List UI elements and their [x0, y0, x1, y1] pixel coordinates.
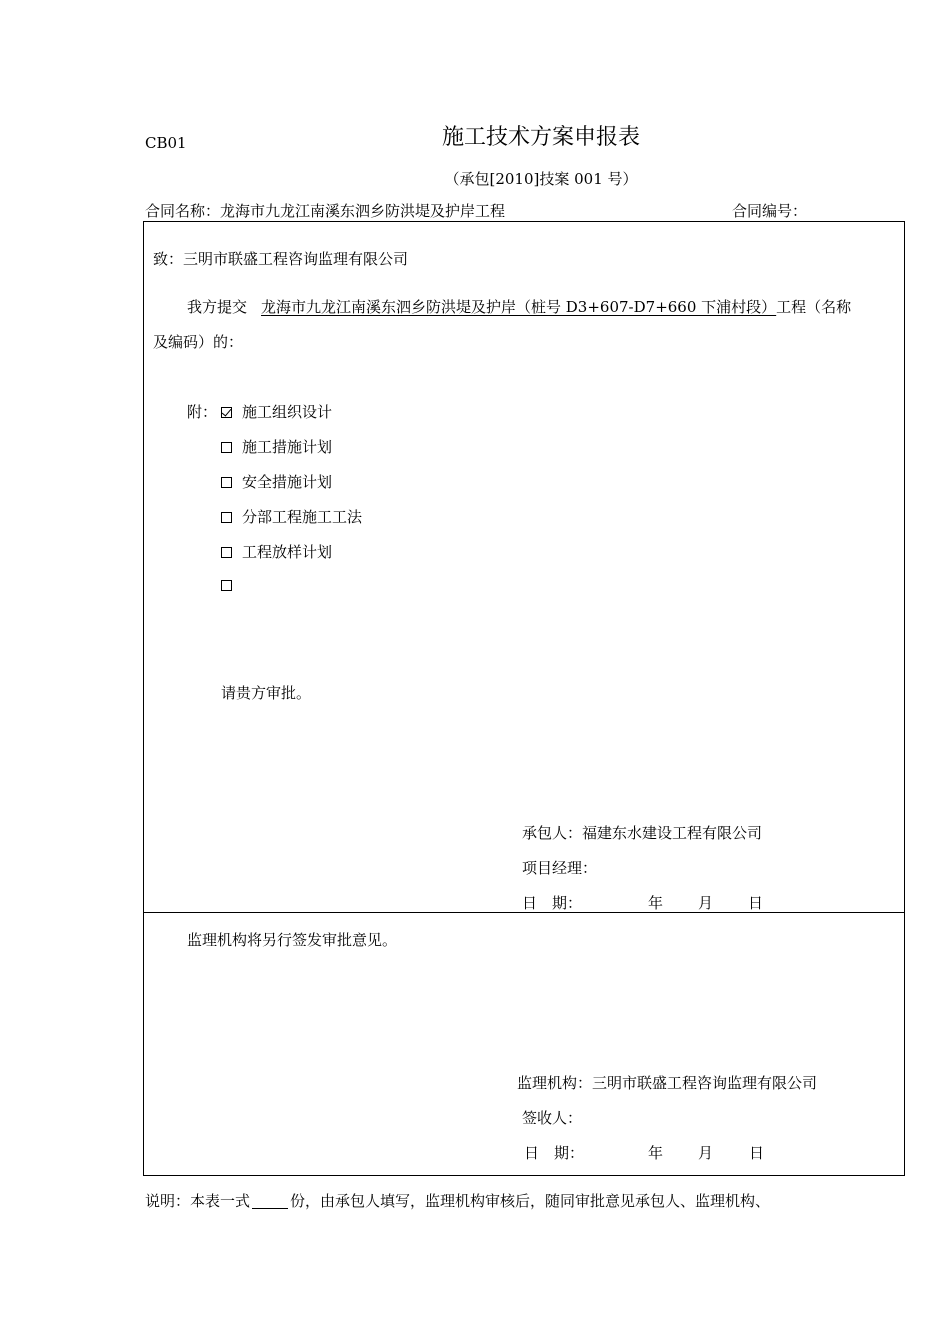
addressee: 致：三明市联盛工程咨询监理有限公司 — [153, 250, 409, 268]
checkbox-icon[interactable] — [221, 547, 232, 558]
attachment-item[interactable] — [221, 541, 332, 562]
attachment-label: 施工措施计划 — [242, 438, 333, 456]
checkbox-icon[interactable] — [221, 477, 232, 488]
form-code: CB01 — [145, 134, 187, 152]
attachment-item[interactable] — [221, 471, 332, 492]
attachment-item[interactable] — [221, 436, 332, 457]
footer-note — [145, 1190, 770, 1211]
date-month: 月 — [698, 1144, 714, 1162]
date-year: 年 — [648, 1144, 664, 1162]
date-day: 日 — [748, 894, 764, 912]
attachment-item[interactable] — [221, 506, 362, 527]
footer-note-prefix: 说明：本表一式 — [145, 1192, 251, 1210]
form-number: （承包[2010]技案 001 号） — [444, 170, 638, 188]
supervisor-org: 监理机构：三明市联盛工程咨询监理有限公司 — [517, 1074, 818, 1092]
contract-name: 合同名称：龙海市九龙江南溪东泗乡防洪堤及护岸工程 — [145, 202, 506, 220]
attachment-item[interactable] — [221, 401, 332, 422]
request-text: 请贵方审批。 — [221, 684, 312, 702]
page-title: 施工技术方案申报表 — [441, 125, 640, 150]
contract-number-label: 合同编号： — [732, 202, 808, 220]
date-year: 年 — [648, 894, 664, 912]
submit-line — [187, 296, 851, 317]
date-label: 日 期： — [524, 1144, 585, 1162]
checkbox-icon[interactable] — [221, 580, 232, 591]
date-day: 日 — [749, 1144, 765, 1162]
project-manager-label: 项目经理： — [522, 859, 598, 877]
attachment-item[interactable] — [221, 576, 242, 594]
copies-blank — [252, 1194, 288, 1209]
attachment-label: 安全措施计划 — [242, 473, 333, 491]
attachment-label: 分部工程施工工法 — [242, 508, 363, 526]
submit-prefix: 我方提交 — [187, 298, 248, 316]
attachment-label: 施工组织设计 — [242, 403, 333, 421]
checkbox-icon[interactable] — [221, 512, 232, 523]
submit-suffix: 工程（名称 — [776, 298, 852, 316]
attachment-label: 工程放样计划 — [242, 543, 333, 561]
supervisor-note: 监理机构将另行签发审批意见。 — [187, 931, 398, 949]
footer-note-suffix: 份，由承包人填写，监理机构审核后，随同审批意见承包人、监理机构、 — [290, 1192, 771, 1210]
submit-project: 龙海市九龙江南溪东泗乡防洪堤及护岸（桩号 D3+607-D7+660 下浦村段） — [261, 298, 777, 316]
contractor: 承包人：福建东水建设工程有限公司 — [522, 824, 763, 842]
submit-line-2: 及编码）的： — [153, 333, 244, 351]
receiver-label: 签收人： — [522, 1109, 583, 1127]
date-month: 月 — [698, 894, 714, 912]
checkbox-icon[interactable] — [221, 442, 232, 453]
attach-label: 附： — [187, 403, 218, 421]
date-label: 日 期： — [522, 894, 583, 912]
checkbox-checked-icon[interactable] — [221, 407, 232, 418]
